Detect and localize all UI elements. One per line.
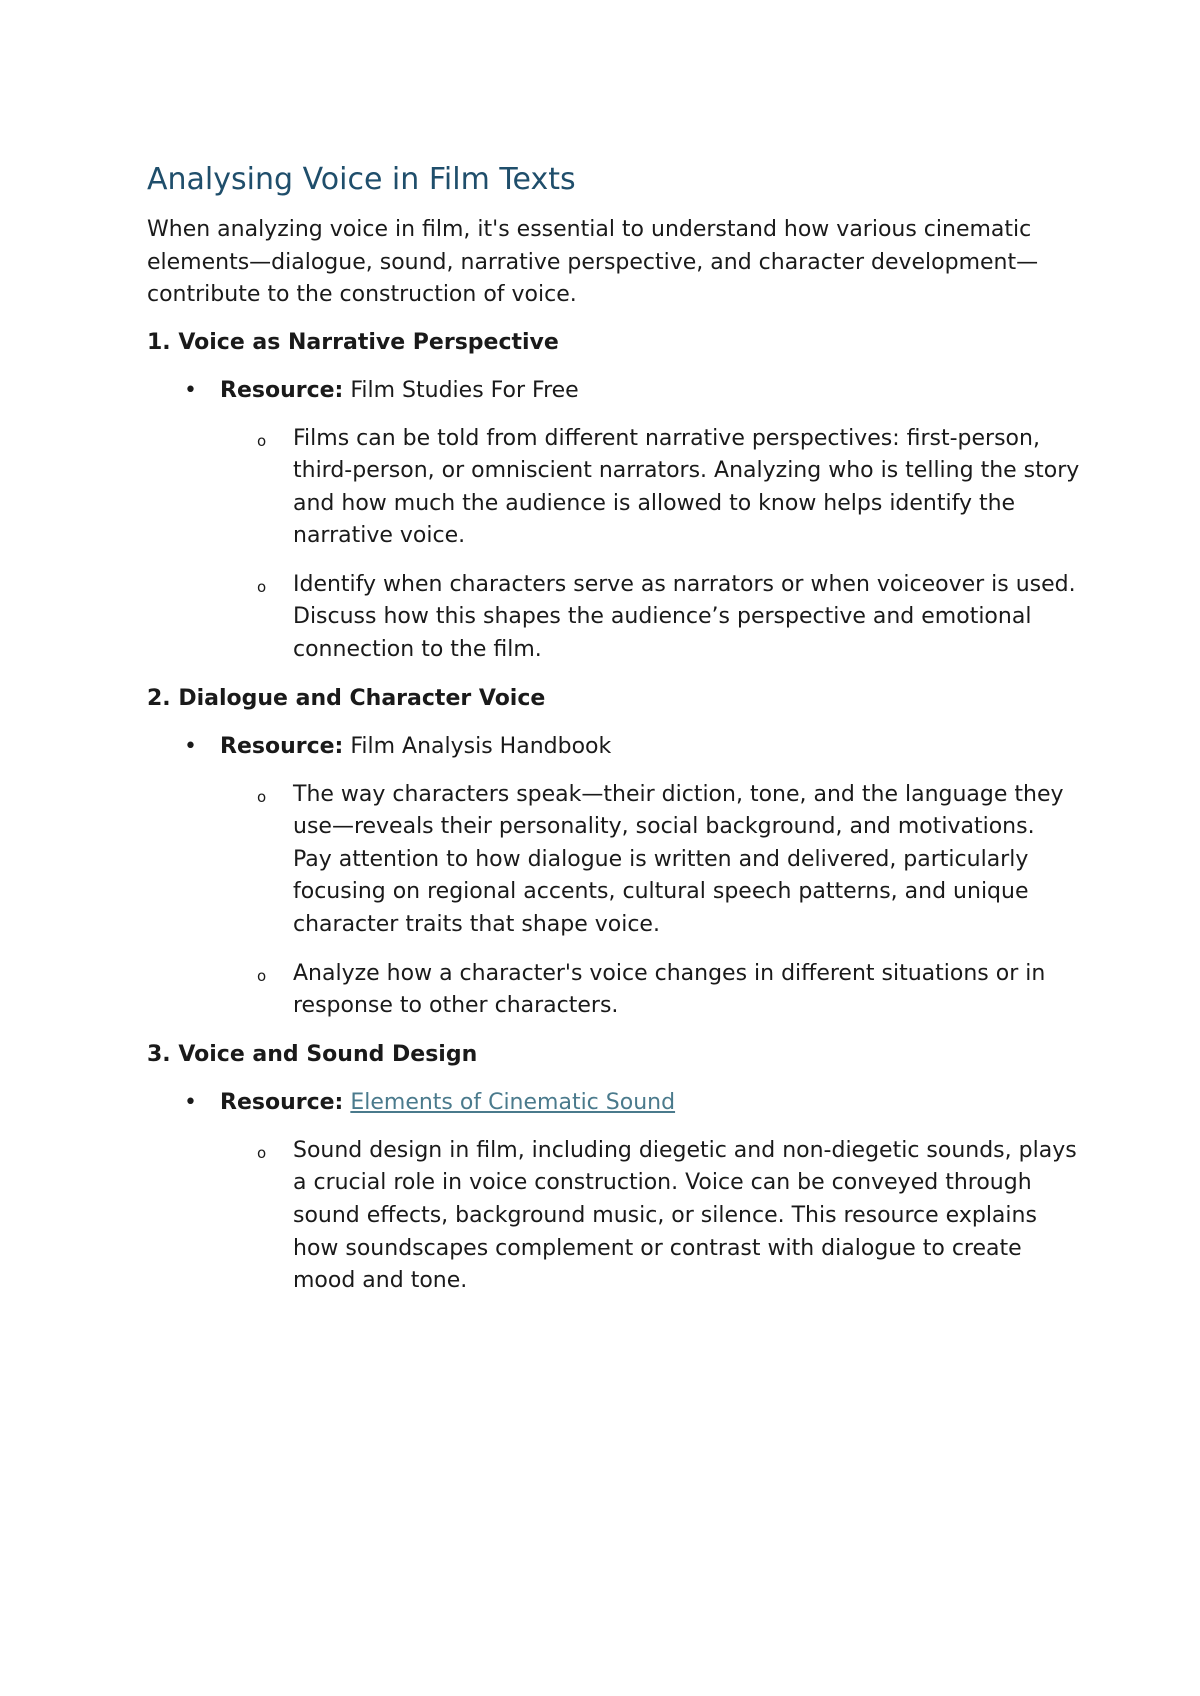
list-item-text: Identify when characters serve as narrators or when voiceover is used. Discuss how this shapes the audience’s perspective and emotional connection to the film. bbox=[293, 571, 1076, 663]
resource-label: Resource: bbox=[220, 377, 344, 403]
resource-label: Resource: bbox=[220, 1089, 344, 1115]
list-item bbox=[147, 569, 1080, 667]
intro-paragraph: When analyzing voice in film, it's essential to understand how various cinematic elements—dialogue, sound, narrative perspective, and character development—contribute to the construction of voice. bbox=[147, 217, 1039, 307]
circle-bullet-icon: o bbox=[257, 577, 267, 596]
resource-row bbox=[147, 731, 1080, 763]
list-item-text: The way characters speak—their diction, tone, and the language they use—reveals their personality, social background, and motivations. Pay attention to how dialogue is written and delivered, particularly focusing on regional accents, cultural speech patterns, and unique character traits that shape voice. bbox=[293, 781, 1064, 938]
circle-bullet-icon: o bbox=[257, 431, 267, 450]
resource-label: Resource: bbox=[220, 733, 344, 759]
bullet-icon: • bbox=[184, 377, 197, 403]
section-heading-sound-design: 3. Voice and Sound Design bbox=[147, 1041, 478, 1067]
section-heading-narrative-perspective: 1. Voice as Narrative Perspective bbox=[147, 329, 559, 355]
resource-name: Film Analysis Handbook bbox=[350, 733, 612, 759]
list-item-text: Films can be told from different narrative perspectives: first-person, third-person, or omniscient narrators. Analyzing who is telling the story and how much the audience is allowed to know helps identify the narrative voice. bbox=[293, 425, 1080, 549]
list-item bbox=[147, 1135, 1080, 1298]
circle-bullet-icon: o bbox=[257, 1143, 267, 1162]
circle-bullet-icon: o bbox=[257, 787, 267, 806]
list-item bbox=[147, 423, 1080, 553]
bullet-icon: • bbox=[184, 1089, 197, 1115]
resource-name: Film Studies For Free bbox=[350, 377, 579, 403]
list-item-text: Sound design in film, including diegetic and non-diegetic sounds, plays a crucial role in voice construction. Voice can be conveyed through sound effects, background music, or silence. This resource explains how soundscapes complement or contrast with dialogue to create mood and tone. bbox=[293, 1137, 1077, 1294]
list-item-text: Analyze how a character's voice changes in different situations or in response to other characters. bbox=[293, 960, 1046, 1019]
circle-bullet-icon: o bbox=[257, 966, 267, 985]
bullet-icon: • bbox=[184, 733, 197, 759]
resource-link-cinematic-sound[interactable]: Elements of Cinematic Sound bbox=[350, 1089, 676, 1115]
document-title: Analysing Voice in Film Texts bbox=[147, 162, 576, 197]
list-item bbox=[147, 958, 1080, 1023]
resource-row bbox=[147, 375, 1080, 407]
resource-row bbox=[147, 1087, 1080, 1119]
section-heading-dialogue-character-voice: 2. Dialogue and Character Voice bbox=[147, 685, 546, 711]
list-item bbox=[147, 779, 1080, 942]
